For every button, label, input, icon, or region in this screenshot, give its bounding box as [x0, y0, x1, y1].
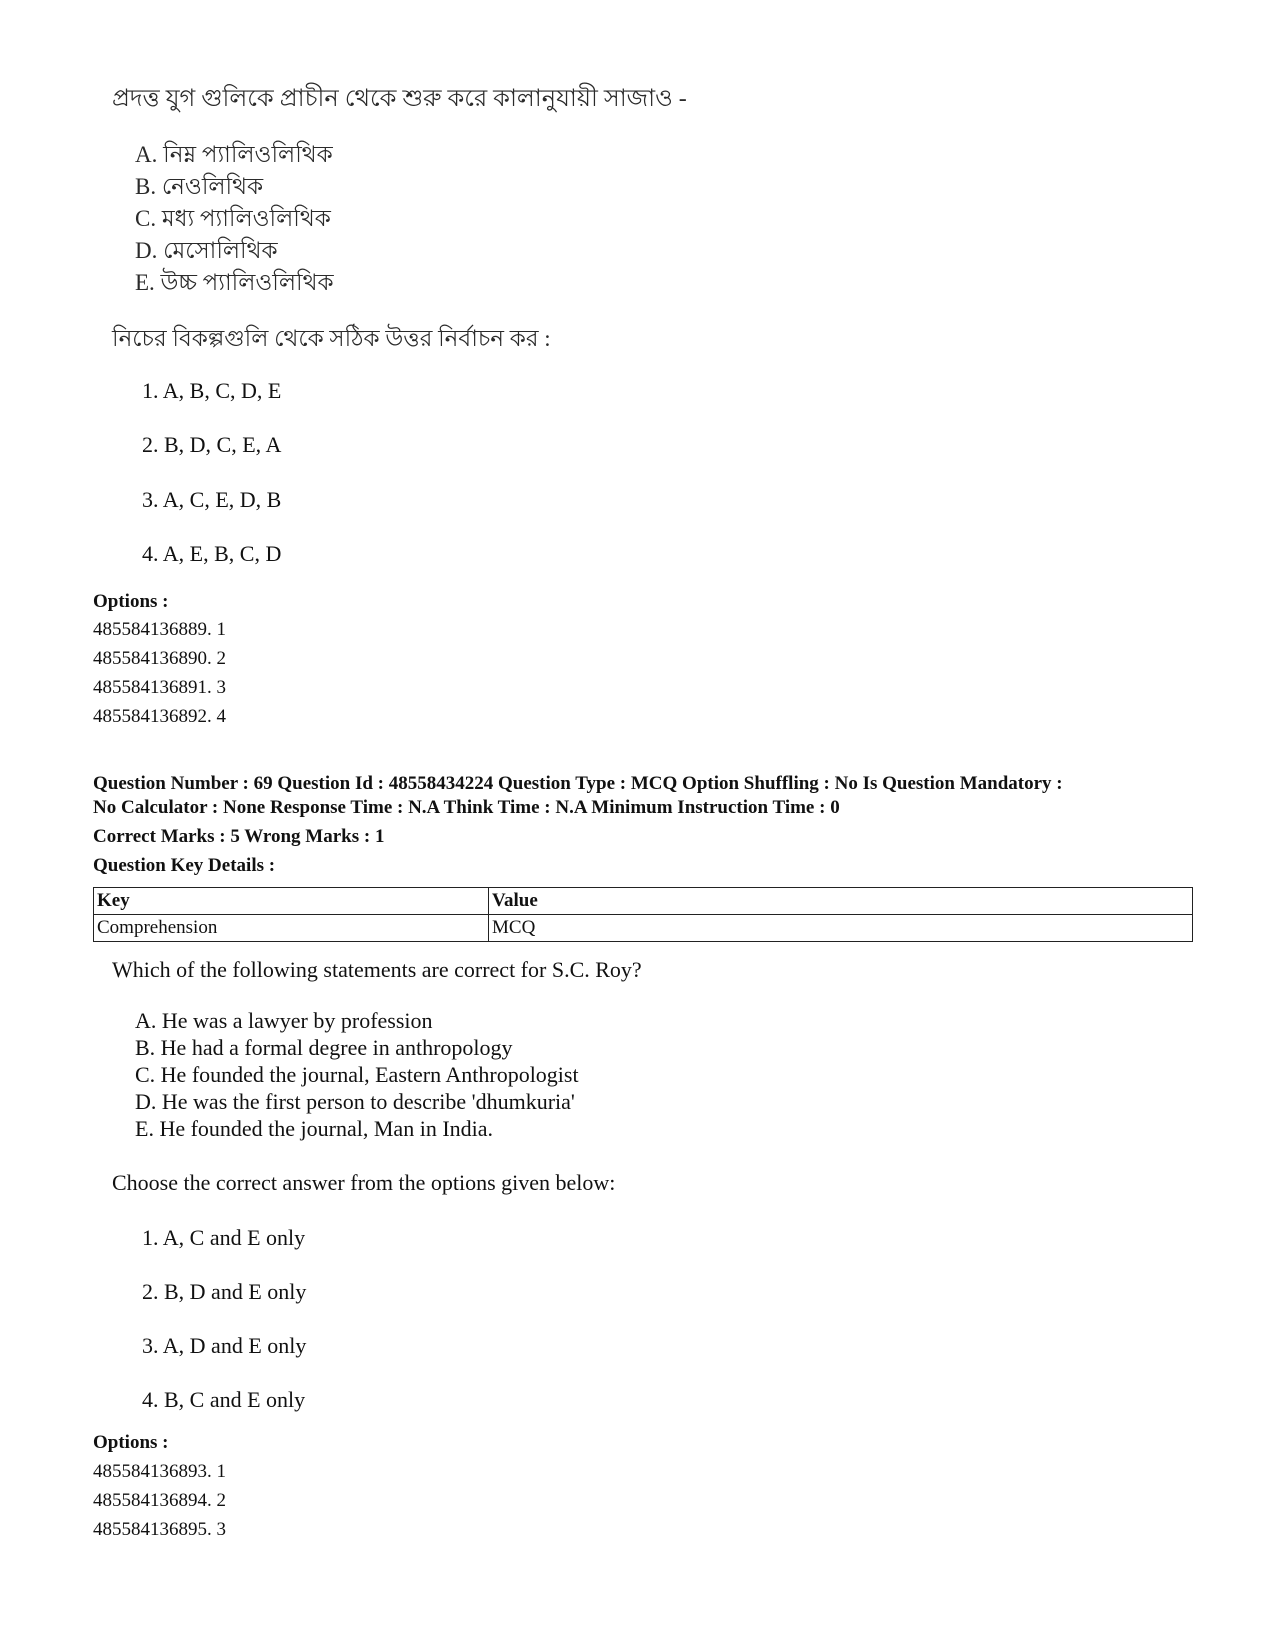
- q69-options-label: Options :: [93, 1432, 169, 1453]
- q69-marks: Correct Marks : 5 Wrong Marks : 1: [93, 826, 385, 847]
- table-cell-value: MCQ: [489, 915, 1193, 942]
- q69-choice-3: 3. A, D and E only: [142, 1333, 307, 1358]
- q69-choice-2: 2. B, D and E only: [142, 1279, 307, 1304]
- q68-choice-2: 2. B, D, C, E, A: [142, 432, 282, 457]
- q69-item-e: E. He founded the journal, Man in India.: [135, 1116, 494, 1141]
- q69-item-a: A. He was a lawyer by profession: [135, 1008, 433, 1033]
- q68-item-c: C. মধ্য প্যালিওলিথিক: [135, 206, 331, 231]
- table-header-value: Value: [489, 888, 1193, 915]
- q69-choice-1: 1. A, C and E only: [142, 1225, 306, 1250]
- q69-prompt: Which of the following statements are correct for S.C. Roy?: [112, 957, 642, 982]
- q68-instruction: নিচের বিকল্পগুলি থেকে সঠিক উত্তর নির্বাচন কর :: [112, 326, 551, 351]
- q68-item-d: D. মেসোলিথিক: [135, 238, 278, 263]
- q69-option-2: 485584136894. 2: [93, 1490, 226, 1511]
- q68-item-b: B. নেওলিথিক: [135, 174, 264, 199]
- table-cell-key: Comprehension: [94, 915, 489, 942]
- q68-options-label: Options :: [93, 591, 169, 612]
- q69-option-1: 485584136893. 1: [93, 1461, 226, 1482]
- q69-meta-line1: Question Number : 69 Question Id : 48558434224 Question Type : MCQ Option Shuffling : No Is Question Mandatory :: [93, 773, 1063, 794]
- q69-option-3: 485584136895. 3: [93, 1519, 226, 1540]
- q68-option-1: 485584136889. 1: [93, 619, 226, 640]
- q68-option-4: 485584136892. 4: [93, 706, 226, 727]
- q68-choice-1: 1. A, B, C, D, E: [142, 378, 282, 403]
- q69-choice-4: 4. B, C and E only: [142, 1387, 306, 1412]
- q68-item-a: A. নিম্ন প্যালিওলিথিক: [135, 142, 333, 167]
- q69-item-b: B. He had a formal degree in anthropology: [135, 1035, 513, 1060]
- q69-key-details-label: Question Key Details :: [93, 855, 276, 876]
- q69-meta-line2: No Calculator : None Response Time : N.A Think Time : N.A Minimum Instruction Time : 0: [93, 797, 840, 818]
- q69-instruction: Choose the correct answer from the options given below:: [112, 1170, 616, 1195]
- q68-option-2: 485584136890. 2: [93, 648, 226, 669]
- q68-option-3: 485584136891. 3: [93, 677, 226, 698]
- table-row: [94, 915, 1193, 942]
- table-header-row: [94, 888, 1193, 915]
- q69-item-d: D. He was the first person to describe 'dhumkuria': [135, 1089, 575, 1114]
- q69-item-c: C. He founded the journal, Eastern Anthropologist: [135, 1062, 579, 1087]
- q68-choice-4: 4. A, E, B, C, D: [142, 541, 282, 566]
- question-key-table: [93, 887, 1193, 942]
- q68-prompt: প্রদত্ত যুগ গুলিকে প্রাচীন থেকে শুরু করে কালানুযায়ী সাজাও -: [112, 86, 687, 112]
- q68-choice-3: 3. A, C, E, D, B: [142, 487, 282, 512]
- table-header-key: Key: [94, 888, 489, 915]
- q68-item-e: E. উচ্চ প্যালিওলিথিক: [135, 270, 334, 295]
